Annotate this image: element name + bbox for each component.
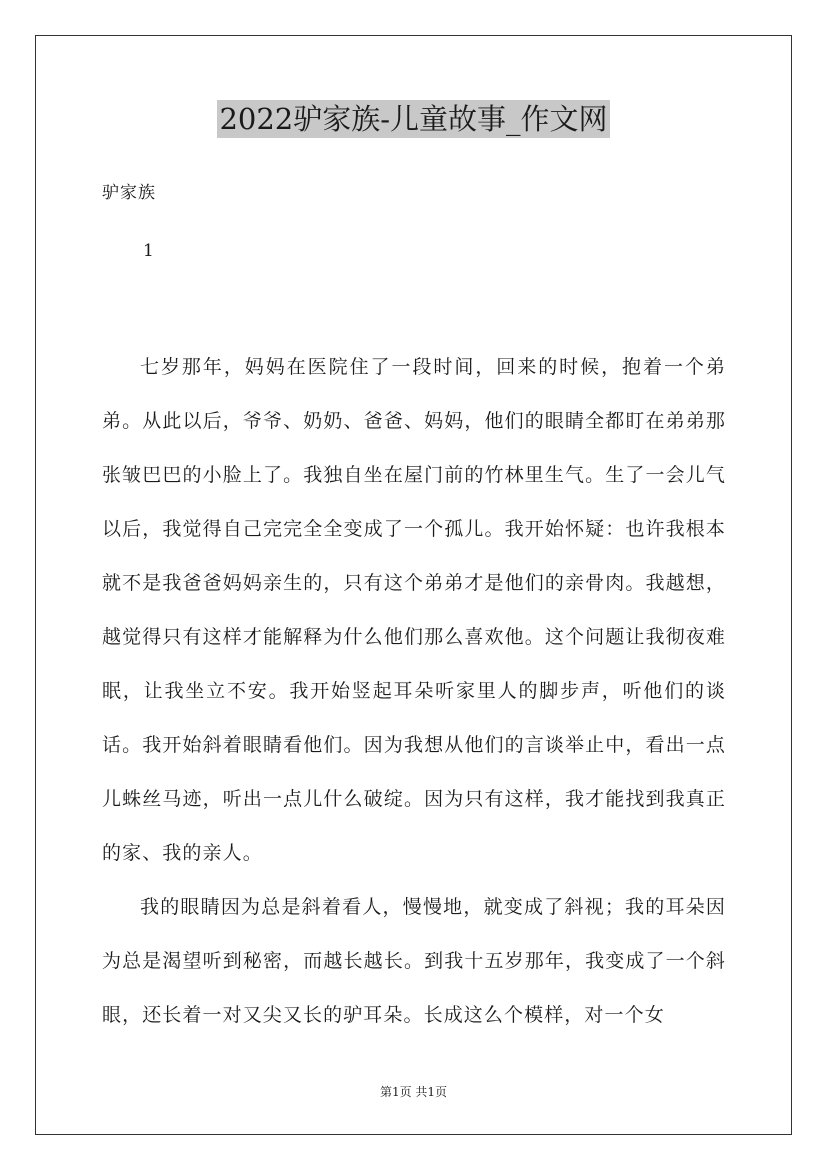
body-text (102, 340, 726, 1042)
paragraph: 我的眼睛因为总是斜着看人，慢慢地，就变成了斜视；我的耳朵因为总是渴望听到秘密，而越长越长。到我十五岁那年，我变成了一个斜眼，还长着一对又尖又长的驴耳朵。长成这么个模样，对一个女 (102, 896, 726, 1026)
page-footer: 第1页 共1页 (379, 1085, 448, 1099)
document-subtitle: 驴家族 (102, 183, 156, 203)
document-title: 2022驴家族-儿童故事_作文网 (219, 102, 608, 136)
paragraph: 七岁那年，妈妈在医院住了一段时间，回来的时候，抱着一个弟弟。从此以后，爷爷、奶奶、爸爸、妈妈，他们的眼睛全都盯在弟弟那张皱巴巴的小脸上了。我独自坐在屋门前的竹林里生气。生了一会儿气以后，我觉得自己完完全全变成了一个孤儿。我开始怀疑：也许我根本就不是我爸爸妈妈亲生的，只有这个弟弟才是他们的亲骨肉。我越想，越觉得只有这样才能解释为什么他们那么喜欢他。这个问题让我彻夜难眠，让我坐立不安。我开始竖起耳朵听家里人的脚步声，听他们的谈话。我开始斜着眼睛看他们。因为我想从他们的言谈举止中，看出一点儿蛛丝马迹，听出一点儿什么破绽。因为只有这样，我才能找到我真正的家、我的亲人。 (102, 356, 726, 864)
title-container (0, 100, 827, 138)
section-number: 1 (143, 241, 154, 261)
